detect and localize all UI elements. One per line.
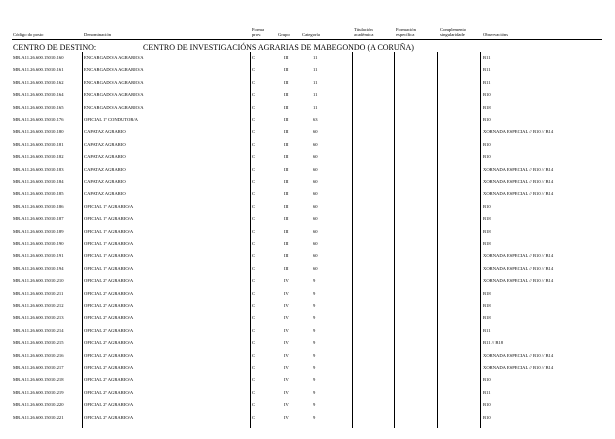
row-forma: C: [252, 414, 256, 420]
row-denominacion: OFICIAL 2º AGRARIO/A: [84, 340, 134, 346]
table-row: [0, 362, 615, 373]
row-categoria: 60: [313, 265, 318, 271]
table-row: [0, 412, 615, 423]
row-codigo: MR.A11.26.600.15010.184: [13, 179, 64, 184]
row-codigo: MR.A11.26.600.15010.181: [13, 141, 64, 147]
row-grupo: III: [284, 55, 289, 60]
row-forma: C: [252, 228, 256, 234]
row-codigo: MR.A11.26.600.15010.161: [13, 67, 64, 73]
row-grupo: IV: [284, 377, 289, 383]
row-categoria: 11: [313, 104, 318, 110]
row-grupo: III: [284, 191, 289, 197]
row-categoria: 9: [313, 402, 316, 408]
row-grupo: III: [284, 179, 289, 184]
row-forma: C: [252, 191, 256, 197]
table-row: [0, 89, 615, 100]
row-forma: C: [252, 265, 256, 271]
row-grupo: III: [284, 166, 289, 172]
row-forma: C: [252, 278, 256, 284]
header-denominacion: Denominación: [84, 32, 112, 37]
row-observacions: B18: [483, 315, 491, 321]
row-codigo: MR.A11.26.600.15010.214: [13, 327, 64, 333]
row-grupo: IV: [284, 389, 289, 395]
row-forma: C: [252, 179, 256, 184]
row-denominacion: OFICIAL 2º AGRARIO/A: [84, 290, 134, 296]
table-row: [0, 213, 615, 224]
row-denominacion: OFICIAL 1º AGRARIO/A: [84, 216, 134, 222]
header-rule: [12, 39, 602, 40]
header-titulacion: Titulación académica: [354, 27, 374, 37]
row-observacions: B18: [483, 303, 491, 308]
row-observacions: B11: [483, 79, 491, 85]
table-row: [0, 164, 615, 175]
row-forma: C: [252, 253, 256, 259]
row-denominacion: OFICIAL 2º AGRARIO/A: [84, 365, 134, 370]
table-row: [0, 288, 615, 299]
row-grupo: III: [284, 79, 289, 85]
row-codigo: MR.A11.26.600.15010.185: [13, 191, 64, 197]
row-forma: C: [252, 377, 256, 383]
row-codigo: MR.A11.26.600.15010.219: [13, 389, 64, 395]
row-denominacion: CAPATAZ AGRARIO: [84, 141, 126, 147]
row-observacions: B10: [483, 203, 491, 209]
row-codigo: MR.A11.26.600.15010.190: [13, 241, 64, 246]
row-codigo: MR.A11.26.600.15010.164: [13, 92, 64, 98]
row-codigo: MR.A11.26.600.15010.162: [13, 79, 64, 85]
row-codigo: MR.A11.26.600.15010.221: [13, 414, 64, 420]
row-categoria: 9: [313, 315, 316, 321]
row-codigo: MR.A11.26.600.15010.182: [13, 154, 64, 160]
row-codigo: MR.A11.26.600.15010.176: [13, 117, 64, 122]
row-codigo: MR.A11.26.600.15010.220: [13, 402, 64, 408]
table-row: [0, 226, 615, 237]
row-observacions: B11: [483, 55, 491, 60]
row-grupo: IV: [284, 303, 289, 308]
row-categoria: 60: [313, 141, 318, 147]
row-categoria: 60: [313, 241, 318, 246]
header-categoria: Categoría: [302, 32, 320, 37]
row-categoria: 9: [313, 377, 316, 383]
row-denominacion: OFICIAL 1º AGRARIO/A: [84, 241, 134, 246]
row-categoria: 9: [313, 327, 316, 333]
row-denominacion: OFICIAL 2º AGRARIO/A: [84, 377, 134, 383]
table-row: [0, 151, 615, 162]
row-categoria: 9: [313, 290, 316, 296]
row-observacions: B11 // B18: [483, 340, 503, 346]
row-observacions: XORNADA ESPECIAL // B10 // B14: [483, 253, 554, 259]
table-row: [0, 250, 615, 261]
row-codigo: MR.A11.26.600.15010.211: [13, 290, 64, 296]
row-categoria: 60: [313, 166, 318, 172]
table-row: [0, 52, 615, 63]
row-categoria: 60: [313, 216, 318, 222]
row-observacions: XORNADA ESPECIAL // B10 // B14: [483, 265, 554, 271]
row-denominacion: ENCARGADO/A AGRARIO/A: [84, 67, 144, 73]
row-grupo: III: [284, 141, 289, 147]
row-categoria: 60: [313, 179, 318, 184]
row-observacions: XORNADA ESPECIAL // B10 // B14: [483, 129, 554, 135]
row-grupo: IV: [284, 278, 289, 284]
row-categoria: 9: [313, 414, 316, 420]
row-denominacion: CAPATAZ AGRARIO: [84, 179, 126, 184]
row-categoria: 60: [313, 129, 318, 135]
row-grupo: IV: [284, 290, 289, 296]
row-forma: C: [252, 216, 256, 222]
row-forma: C: [252, 67, 256, 73]
row-codigo: MR.A11.26.600.15010.212: [13, 303, 64, 308]
row-codigo: MR.A11.26.600.15010.217: [13, 365, 64, 370]
row-grupo: III: [284, 67, 289, 73]
table-row: [0, 275, 615, 286]
row-denominacion: OFICIAL 2º AGRARIO/A: [84, 327, 134, 333]
row-grupo: IV: [284, 402, 289, 408]
row-observacions: B10: [483, 117, 491, 122]
table-row: [0, 350, 615, 361]
table-row: [0, 126, 615, 137]
row-forma: C: [252, 154, 256, 160]
row-denominacion: CAPATAZ AGRARIO: [84, 166, 126, 172]
row-denominacion: ENCARGADO/A AGRARIO/A: [84, 55, 144, 60]
row-forma: C: [252, 117, 256, 122]
table-row: [0, 114, 615, 125]
row-grupo: IV: [284, 352, 289, 358]
row-grupo: III: [284, 265, 289, 271]
table-row: [0, 312, 615, 323]
row-codigo: MR.A11.26.600.15010.189: [13, 228, 64, 234]
row-observacions: XORNADA ESPECIAL // B10 // B14: [483, 179, 554, 184]
row-denominacion: OFICIAL 1º AGRARIO/A: [84, 253, 134, 259]
table-row: [0, 374, 615, 385]
row-forma: C: [252, 352, 256, 358]
row-forma: C: [252, 129, 256, 135]
row-codigo: MR.A11.26.600.15010.180: [13, 129, 64, 135]
row-forma: C: [252, 79, 256, 85]
row-denominacion: OFICIAL 2º AGRARIO/A: [84, 315, 134, 321]
row-denominacion: CAPATAZ AGRARIO: [84, 191, 126, 197]
row-grupo: III: [284, 203, 289, 209]
table-row: [0, 139, 615, 150]
row-forma: C: [252, 402, 256, 408]
row-codigo: MR.A11.26.600.15010.216: [13, 352, 64, 358]
row-categoria: 9: [313, 352, 316, 358]
table-row: [0, 238, 615, 249]
header-forma: Forma prov.: [252, 27, 264, 37]
row-observacions: B10: [483, 402, 491, 408]
row-denominacion: ENCARGADO/A AGRARIO/A: [84, 92, 144, 98]
row-forma: C: [252, 92, 256, 98]
row-categoria: 11: [313, 79, 318, 85]
row-grupo: IV: [284, 365, 289, 370]
row-categoria: 11: [313, 67, 318, 73]
row-denominacion: CAPATAZ AGRARIO: [84, 154, 126, 160]
centro-label: CENTRO DE DESTINO:: [13, 43, 97, 52]
table-row: [0, 64, 615, 75]
row-grupo: IV: [284, 327, 289, 333]
row-observacions: B18: [483, 228, 491, 234]
centro-name: CENTRO DE INVESTIGACIÓNS AGRARIAS DE MABEGONDO (A CORUÑA): [143, 43, 414, 52]
row-forma: C: [252, 315, 256, 321]
row-denominacion: OFICIAL 2º AGRARIO/A: [84, 414, 134, 420]
table-row: [0, 387, 615, 398]
row-grupo: III: [284, 216, 289, 222]
row-denominacion: ENCARGADO/A AGRARIO/A: [84, 79, 144, 85]
row-codigo: MR.A11.26.600.15010.165: [13, 104, 64, 110]
row-categoria: 9: [313, 389, 316, 395]
row-categoria: 11: [313, 92, 318, 98]
row-grupo: III: [284, 92, 289, 98]
header-observacions: Observacións: [483, 32, 509, 37]
row-categoria: 60: [313, 191, 318, 197]
row-categoria: 11: [313, 55, 318, 60]
table-row: [0, 325, 615, 336]
row-observacions: XORNADA ESPECIAL // B10 // B14: [483, 278, 554, 284]
table-row: [0, 337, 615, 348]
table-row: [0, 188, 615, 199]
row-denominacion: OFICIAL 1º CONDUTOR/A: [84, 117, 138, 122]
row-grupo: III: [284, 104, 289, 110]
row-observacions: B18: [483, 104, 491, 110]
row-categoria: 60: [313, 253, 318, 259]
row-observacions: B10: [483, 154, 491, 160]
row-denominacion: ENCARGADO/A AGRARIO/A: [84, 104, 144, 110]
header-formacion: Formación específica: [396, 27, 416, 37]
row-grupo: IV: [284, 340, 289, 346]
row-observacions: B11: [483, 327, 491, 333]
table-row: [0, 176, 615, 187]
row-codigo: MR.A11.26.600.15010.218: [13, 377, 64, 383]
row-forma: C: [252, 104, 256, 110]
row-codigo: MR.A11.26.600.15010.186: [13, 203, 64, 209]
row-forma: C: [252, 389, 256, 395]
row-denominacion: OFICIAL 2º AGRARIO/A: [84, 402, 134, 408]
row-codigo: MR.A11.26.600.15010.213: [13, 315, 64, 321]
header-codigo: Código do posto: [13, 32, 44, 37]
row-categoria: 60: [313, 154, 318, 160]
row-grupo: III: [284, 117, 289, 122]
row-forma: C: [252, 166, 256, 172]
row-forma: C: [252, 290, 256, 296]
row-denominacion: CAPATAZ AGRARIO: [84, 129, 126, 135]
row-grupo: IV: [284, 315, 289, 321]
row-forma: C: [252, 340, 256, 346]
row-observacions: XORNADA ESPECIAL // B10 // B14: [483, 365, 554, 370]
row-observacions: B10: [483, 141, 491, 147]
header-complemento: Complemento singularidade: [440, 27, 467, 37]
row-forma: C: [252, 327, 256, 333]
row-categoria: 9: [313, 278, 316, 284]
row-categoria: 63: [313, 117, 318, 122]
row-denominacion: OFICIAL 2º AGRARIO/A: [84, 278, 134, 284]
row-grupo: IV: [284, 414, 289, 420]
row-forma: C: [252, 365, 256, 370]
row-observacions: XORNADA ESPECIAL // B10 // B14: [483, 166, 554, 172]
row-observacions: B11: [483, 67, 491, 73]
row-denominacion: OFICIAL 1º AGRARIO/A: [84, 228, 134, 234]
row-codigo: MR.A11.26.600.15010.210: [13, 278, 64, 284]
row-codigo: MR.A11.26.600.15010.194: [13, 265, 64, 271]
row-grupo: III: [284, 241, 289, 246]
row-codigo: MR.A11.26.600.15010.191: [13, 253, 64, 259]
row-grupo: III: [284, 228, 289, 234]
row-denominacion: OFICIAL 2º AGRARIO/A: [84, 352, 134, 358]
row-denominacion: OFICIAL 1º AGRARIO/A: [84, 265, 134, 271]
table-row: [0, 399, 615, 410]
table-row: [0, 300, 615, 311]
row-observacions: B18: [483, 216, 491, 222]
table-row: [0, 263, 615, 274]
row-grupo: III: [284, 154, 289, 160]
row-denominacion: OFICIAL 1º AGRARIO/A: [84, 203, 134, 209]
row-observacions: B18: [483, 290, 491, 296]
row-observacions: B10: [483, 92, 491, 98]
row-grupo: III: [284, 253, 289, 259]
row-denominacion: OFICIAL 2º AGRARIO/A: [84, 389, 134, 395]
row-observacions: B18: [483, 241, 491, 246]
row-codigo: MR.A11.26.600.15010.187: [13, 216, 64, 222]
header-grupo: Grupo: [278, 32, 290, 37]
row-categoria: 60: [313, 228, 318, 234]
row-categoria: 9: [313, 340, 316, 346]
table-row: [0, 77, 615, 88]
row-denominacion: OFICIAL 2º AGRARIO/A: [84, 303, 134, 308]
table-row: [0, 102, 615, 113]
row-categoria: 9: [313, 303, 316, 308]
row-categoria: 60: [313, 203, 318, 209]
row-forma: C: [252, 55, 256, 60]
row-observacions: B10: [483, 377, 491, 383]
row-forma: C: [252, 141, 256, 147]
table-row: [0, 201, 615, 212]
row-observacions: B11: [483, 389, 491, 395]
row-forma: C: [252, 203, 256, 209]
row-codigo: MR.A11.26.600.15010.215: [13, 340, 64, 346]
row-forma: C: [252, 303, 256, 308]
row-observacions: XORNADA ESPECIAL // B10 // B14: [483, 191, 554, 197]
row-observacions: B10: [483, 414, 491, 420]
row-observacions: XORNADA ESPECIAL // B10 // B14: [483, 352, 554, 358]
row-codigo: MR.A11.26.600.15010.183: [13, 166, 64, 172]
row-codigo: MR.A11.26.600.15010.160: [13, 55, 64, 60]
row-categoria: 9: [313, 365, 316, 370]
row-forma: C: [252, 241, 256, 246]
row-grupo: III: [284, 129, 289, 135]
